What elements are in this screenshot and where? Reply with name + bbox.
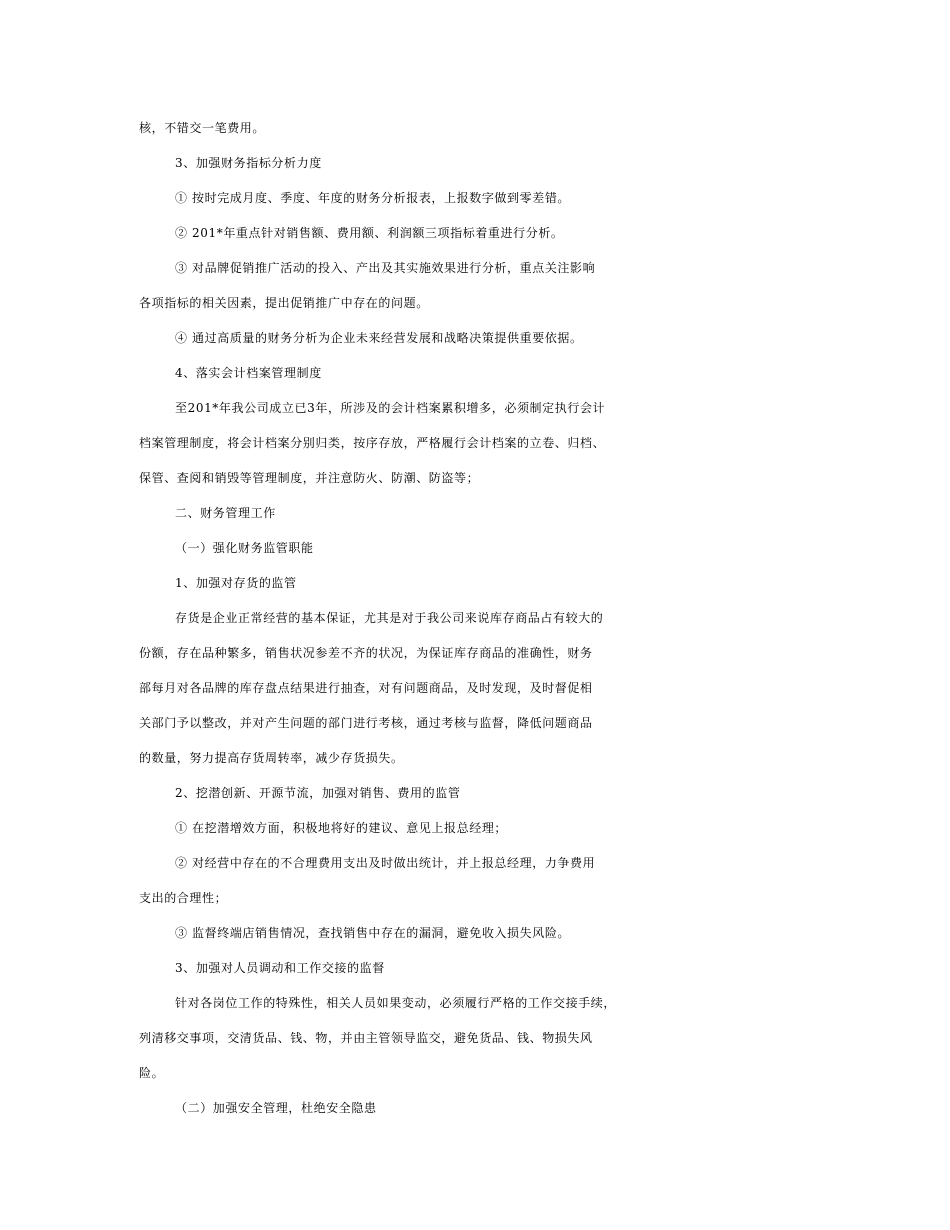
text-line: 档案管理制度，将会计档案分别归类，按序存放，严格履行会计档案的立卷、归档、 <box>139 436 606 450</box>
text-line: 的数量，努力提高存货周转率，减少存货损失。 <box>139 751 404 765</box>
text-line: 各项指标的相关因素，提出促销推广中存在的问题。 <box>139 296 429 310</box>
text-line: 部每月对各品牌的库存盘点结果进行抽查，对有问题商品，及时发现，及时督促相 <box>139 681 593 695</box>
text-line: 列清移交事项，交清货品、钱、物，并由主管领导监交，避免货品、钱、物损失风 <box>139 1031 593 1045</box>
text-line: 险。 <box>139 1066 165 1080</box>
text-line: ② 201*年重点针对销售额、费用额、利润额三项指标着重进行分析。 <box>175 226 564 240</box>
text-line: 关部门予以整改，并对产生问题的部门进行考核，通过考核与监督，降低问题商品 <box>139 716 593 730</box>
text-line: ③ 对品牌促销推广活动的投入、产出及其实施效果进行分析，重点关注影响 <box>175 261 596 275</box>
subsection-heading: （二）加强安全管理，杜绝安全隐患 <box>175 1101 377 1115</box>
subsection-heading: （一）强化财务监管职能 <box>175 541 314 555</box>
text-line: 至201*年我公司成立已3年，所涉及的会计档案累积增多，必须制定执行会计 <box>175 401 606 415</box>
text-line: 存货是企业正常经营的基本保证，尤其是对于我公司来说库存商品占有较大的 <box>175 611 604 625</box>
text-line: 核，不错交一笔费用。 <box>139 121 266 135</box>
text-line: ④ 通过高质量的财务分析为企业未来经营发展和战略决策提供重要依据。 <box>175 331 583 345</box>
chapter-heading: 二、财务管理工作 <box>175 506 276 520</box>
section-heading: 3、加强对人员调动和工作交接的监督 <box>175 961 385 975</box>
text-line: 支出的合理性； <box>139 891 228 905</box>
section-heading: 3、加强财务指标分析力度 <box>175 156 322 170</box>
text-line: 份额，存在品种繁多，销售状况参差不齐的状况，为保证库存商品的准确性，财务 <box>139 646 593 660</box>
text-line: ① 按时完成月度、季度、年度的财务分析报表，上报数字做到零差错。 <box>175 191 571 205</box>
text-line: 保管、查阅和销毁等管理制度，并注意防火、防潮、防盗等； <box>139 471 480 485</box>
text-line: ① 在挖潜增效方面，积极地将好的建议、意见上报总经理； <box>175 821 508 835</box>
text-line: ② 对经营中存在的不合理费用支出及时做出统计，并上报总经理，力争费用 <box>175 856 596 870</box>
section-heading: 4、落实会计档案管理制度 <box>175 366 322 380</box>
section-heading: 2、挖潜创新、开源节流，加强对销售、费用的监管 <box>175 786 461 800</box>
text-line: 针对各岗位工作的特殊性，相关人员如果变动，必须履行严格的工作交接手续， <box>175 996 617 1010</box>
text-line: ③ 监督终端店销售情况，查找销售中存在的漏洞，避免收入损失风险。 <box>175 926 571 940</box>
section-heading: 1、加强对存货的监管 <box>175 576 297 590</box>
